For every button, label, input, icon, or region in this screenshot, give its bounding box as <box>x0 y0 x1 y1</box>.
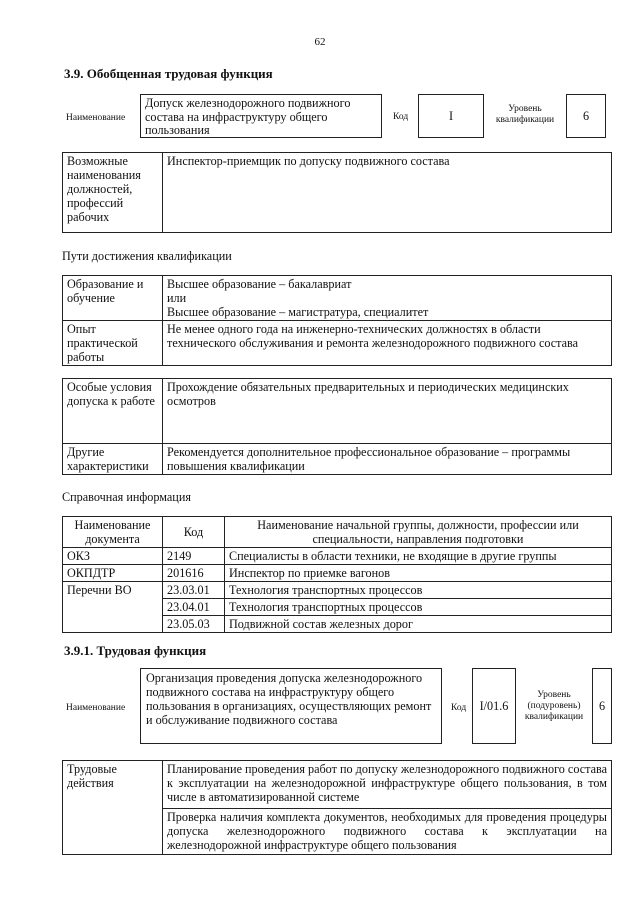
other-value: Рекомендуется дополнительное профессиональное образование – программы повышения квалификации <box>163 444 612 475</box>
ref-name: Технология транспортных процессов <box>225 582 612 599</box>
ref-code: 23.03.01 <box>163 582 225 599</box>
positions-table <box>62 152 612 233</box>
ref-code: 23.05.03 <box>163 616 225 633</box>
paths-table <box>62 275 612 366</box>
experience-label: Опыт практической работы <box>63 321 163 366</box>
reference-table <box>62 516 612 633</box>
education-value <box>163 276 612 321</box>
sub-code-value: I/01.6 <box>472 668 516 744</box>
sub-name-value: Организация проведения допуска железнодорожного подвижного состава на инфраструктуру общего пользования в организациях, осуществляющих ремонт и обслуживание подвижного состава <box>140 668 442 744</box>
education-line: или <box>167 291 187 305</box>
sub-level-label: Уровень (подуровень) квалификации <box>524 690 584 722</box>
ref-code: 2149 <box>163 548 225 565</box>
education-line: Высшее образование – бакалавриат <box>167 277 352 291</box>
sub-level-value: 6 <box>592 668 612 744</box>
ref-name: Подвижной состав железных дорог <box>225 616 612 633</box>
ref-code: 23.04.01 <box>163 599 225 616</box>
reference-heading: Справочная информация <box>62 490 191 504</box>
name-label: Наименование <box>66 113 126 123</box>
sub-name-label: Наименование <box>66 703 126 713</box>
action-item: Планирование проведения работ по допуску железнодорожного подвижного состава к эксплуатации на железнодорожной инфраструктуре общего пользования, в том числе в автоматизированной системе <box>163 761 612 809</box>
ref-doc: ОКЗ <box>63 548 163 565</box>
special-label: Особые условия допуска к работе <box>63 379 163 444</box>
level-label: Уровень квалификации <box>495 104 555 125</box>
positions-value: Инспектор-приемщик по допуску подвижного состава <box>163 153 612 233</box>
subsection-title: 3.9.1. Трудовая функция <box>64 643 207 658</box>
code-label: Код <box>393 112 409 122</box>
name-value: Допуск железнодорожного подвижного состава на инфраструктуру общего пользования <box>140 94 382 138</box>
experience-value: Не менее одного года на инженерно-технических должностях в области технического обслуживания и ремонта железнодорожного подвижного состава <box>163 321 612 366</box>
ref-header-name: Наименование начальной группы, должности, профессии или специальности, направления подготовки <box>225 517 612 548</box>
ref-name: Технология транспортных процессов <box>225 599 612 616</box>
actions-label: Трудовые действия <box>63 761 163 855</box>
other-label: Другие характеристики <box>63 444 163 475</box>
code-value: I <box>418 94 484 138</box>
ref-code: 201616 <box>163 565 225 582</box>
section-title: 3.9. Обобщенная трудовая функция <box>64 66 273 81</box>
ref-name: Специалисты в области техники, не входящие в другие группы <box>225 548 612 565</box>
ref-header-doc: Наименование документа <box>63 517 163 548</box>
positions-label: Возможные наименования должностей, профессий рабочих <box>63 153 163 233</box>
actions-table <box>62 760 612 855</box>
ref-doc: Перечни ВО <box>63 582 163 633</box>
special-value: Прохождение обязательных предварительных и периодических медицинских осмотров <box>163 379 612 444</box>
paths-heading: Пути достижения квалификации <box>62 249 232 263</box>
education-line: Высшее образование – магистратура, специалитет <box>167 305 429 319</box>
conditions-table <box>62 378 612 475</box>
ref-doc: ОКПДТР <box>63 565 163 582</box>
action-item: Проверка наличия комплекта документов, необходимых для проведения процедуры допуска железнодорожного подвижного состава к эксплуатации на железнодорожной инфраструктуре общего пользования <box>163 809 612 855</box>
ref-header-code: Код <box>163 517 225 548</box>
ref-name: Инспектор по приемке вагонов <box>225 565 612 582</box>
page-number: 62 <box>314 36 326 48</box>
sub-code-label: Код <box>451 703 467 713</box>
education-label: Образование и обучение <box>63 276 163 321</box>
level-value: 6 <box>566 94 606 138</box>
